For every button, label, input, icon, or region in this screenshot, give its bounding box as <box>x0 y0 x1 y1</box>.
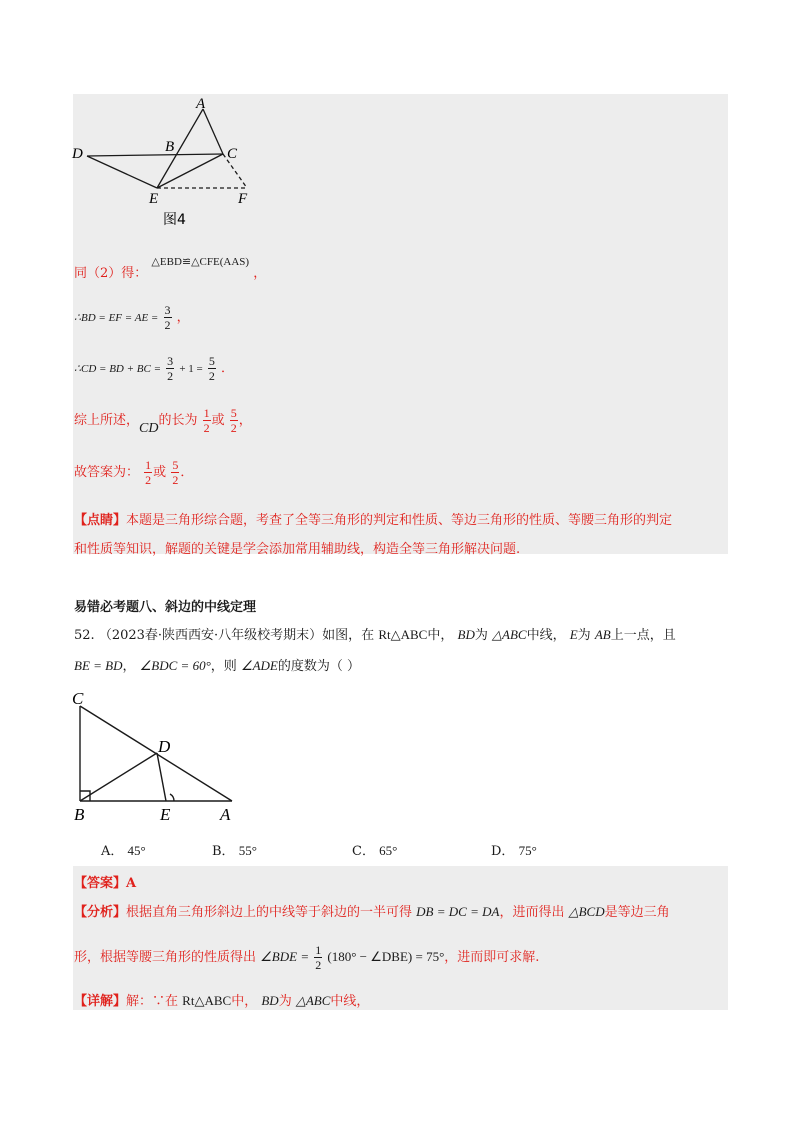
q-text: ， <box>122 659 136 674</box>
fraction-1-2: $\frac{1}{2}$ <box>315 943 322 972</box>
analysis-text: 根据直角三角形斜边上的中线等于斜边的一半可得 <box>126 905 413 920</box>
segment-DC <box>87 154 223 156</box>
q-text: 中， <box>427 628 454 643</box>
answer-analysis-block <box>73 866 728 1010</box>
question-number: 52. <box>74 628 95 643</box>
angle-bde: ∠BDE = <box>260 949 310 964</box>
solution-line-congruence <box>74 256 267 281</box>
segment-DE <box>157 753 166 801</box>
ab-var: AB <box>594 627 611 642</box>
triangle-abc: △ABC <box>492 627 527 642</box>
q-text: 上一点，且 <box>610 628 676 643</box>
option-a[interactable] <box>101 840 146 859</box>
same-as-text: 同（2）得： <box>74 266 148 281</box>
analysis-text: ，进而即可求解. <box>444 950 540 965</box>
label-C: C <box>227 146 238 162</box>
figure-caption: 图4 <box>163 212 186 228</box>
or-text: 或 <box>211 413 225 428</box>
detail-text: 为 <box>278 994 292 1009</box>
q-text: 的度数为（ ） <box>277 659 361 674</box>
analysis-tag: 【分析】 <box>74 905 127 920</box>
comment-text-2: 和性质等知识，解题的关键是学会添加常用辅助线，构造全等三角形解决问题. <box>74 542 521 557</box>
option-letter: D． <box>491 844 515 859</box>
bd-var: BD <box>457 627 475 642</box>
answer-value: A <box>126 876 137 891</box>
label-A: A <box>196 96 206 112</box>
detail-line <box>74 990 369 1009</box>
detail-tag: 【详解】 <box>74 994 127 1009</box>
period: ． <box>180 465 194 480</box>
option-value: 45° <box>127 843 146 858</box>
answer-summary-line <box>74 458 193 487</box>
label-D: D <box>158 737 171 756</box>
be-eq-bd: BE = BD <box>74 658 123 673</box>
answer-prefix: 故答案为： <box>74 465 140 480</box>
label-E: E <box>149 191 159 207</box>
option-value: 55° <box>238 843 257 858</box>
question-line-1 <box>74 624 676 643</box>
cd-expr: ∴CD = BD + BC = <box>74 363 162 375</box>
comma: ， <box>238 413 252 428</box>
fraction-3-2: $\frac{3}{2}$ <box>164 303 171 332</box>
label-B: B <box>165 139 175 155</box>
congruence-expr: △EBD≌△CFE(AAS) <box>151 256 250 268</box>
triangle-abc: △ABC <box>295 993 331 1008</box>
bd-expr: ∴BD = EF = AE = <box>74 312 159 324</box>
question-source: （2023春·陕西西安·八年级校考期末）如图，在 <box>98 628 375 643</box>
fraction-1-2: $\frac{1}{2}$ <box>145 458 152 487</box>
triangle-bcd: △BCD <box>568 904 605 919</box>
analysis-line-2 <box>74 943 539 972</box>
fraction-5-2: $\frac{5}{2}$ <box>230 406 237 435</box>
comment-line-1 <box>74 509 672 528</box>
detail-text: 中线， <box>330 994 370 1009</box>
summary-mid: 的长为 <box>158 413 198 428</box>
angle-bdc: ∠BDC = 60° <box>139 658 211 673</box>
q-text: 为 <box>577 628 591 643</box>
option-letter: B． <box>212 844 235 859</box>
section-title: 易错必考题八、斜边的中线定理 <box>74 600 257 615</box>
analysis-text: 是等边三角 <box>604 905 670 920</box>
q-text: 为 <box>474 628 488 643</box>
option-value: 75° <box>518 843 537 858</box>
answer-line <box>74 872 136 891</box>
angle-mark-E <box>170 794 174 801</box>
option-value: 65° <box>379 843 398 858</box>
comma: ， <box>176 310 190 325</box>
angle-ade: ∠ADE <box>240 658 278 673</box>
cd-var: CD <box>139 421 159 436</box>
comma: ， <box>253 266 267 281</box>
rt-triangle-abc: Rt△ABC <box>378 627 428 642</box>
plus-one-expr: + 1 = <box>179 363 203 375</box>
option-b[interactable] <box>212 840 257 859</box>
detail-text: 解：∵在 <box>126 994 179 1009</box>
fraction-1-2: $\frac{1}{2}$ <box>203 406 210 435</box>
figure-4 <box>70 96 270 231</box>
fraction-5-2: $\frac{5}{2}$ <box>208 354 215 383</box>
analysis-text: 形，根据等腰三角形的性质得出 <box>74 950 257 965</box>
answer-tag: 【答案】 <box>74 876 127 891</box>
db-dc-da: DB = DC = DA <box>416 904 500 919</box>
segment-BD <box>80 753 157 801</box>
analysis-text: ，进而得出 <box>499 905 565 920</box>
label-F: F <box>238 191 248 207</box>
comment-tag: 【点睛】 <box>74 513 127 528</box>
label-C: C <box>72 689 84 708</box>
label-D: D <box>72 146 83 162</box>
period: ． <box>221 361 235 376</box>
label-E: E <box>160 805 171 824</box>
option-letter: C． <box>352 844 375 859</box>
segment-DE <box>87 156 157 188</box>
option-c[interactable] <box>352 840 397 859</box>
q-text: ，则 <box>210 659 237 674</box>
rt-triangle-abc: Rt△ABC <box>182 993 232 1008</box>
label-A: A <box>220 805 231 824</box>
e-var: E <box>569 627 578 642</box>
summary-text: 综上所述， <box>74 413 140 428</box>
solution-line-bd <box>74 303 190 332</box>
fraction-3-2: $\frac{3}{2}$ <box>167 354 174 383</box>
fraction-5-2: $\frac{5}{2}$ <box>172 458 179 487</box>
comment-line-2 <box>74 538 520 557</box>
question-line-2 <box>74 655 360 674</box>
option-d[interactable] <box>491 840 537 859</box>
bd-var: BD <box>261 993 279 1008</box>
detail-text: 中， <box>231 994 258 1009</box>
summary-line <box>74 406 252 435</box>
figure-right-triangle <box>68 686 248 826</box>
segment-AC <box>203 109 223 154</box>
angle-expression: (180° − ∠DBE) = 75° <box>327 949 445 964</box>
label-B: B <box>74 805 85 824</box>
option-letter: A． <box>101 844 124 859</box>
solution-line-cd <box>74 354 234 383</box>
or-text: 或 <box>153 465 167 480</box>
q-text: 中线， <box>526 628 566 643</box>
comment-text-1: 本题是三角形综合题，考查了全等三角形的判定和性质、等边三角形的性质、等腰三角形的判定 <box>126 513 673 528</box>
segment-AB <box>178 109 203 152</box>
analysis-line-1 <box>74 901 670 920</box>
